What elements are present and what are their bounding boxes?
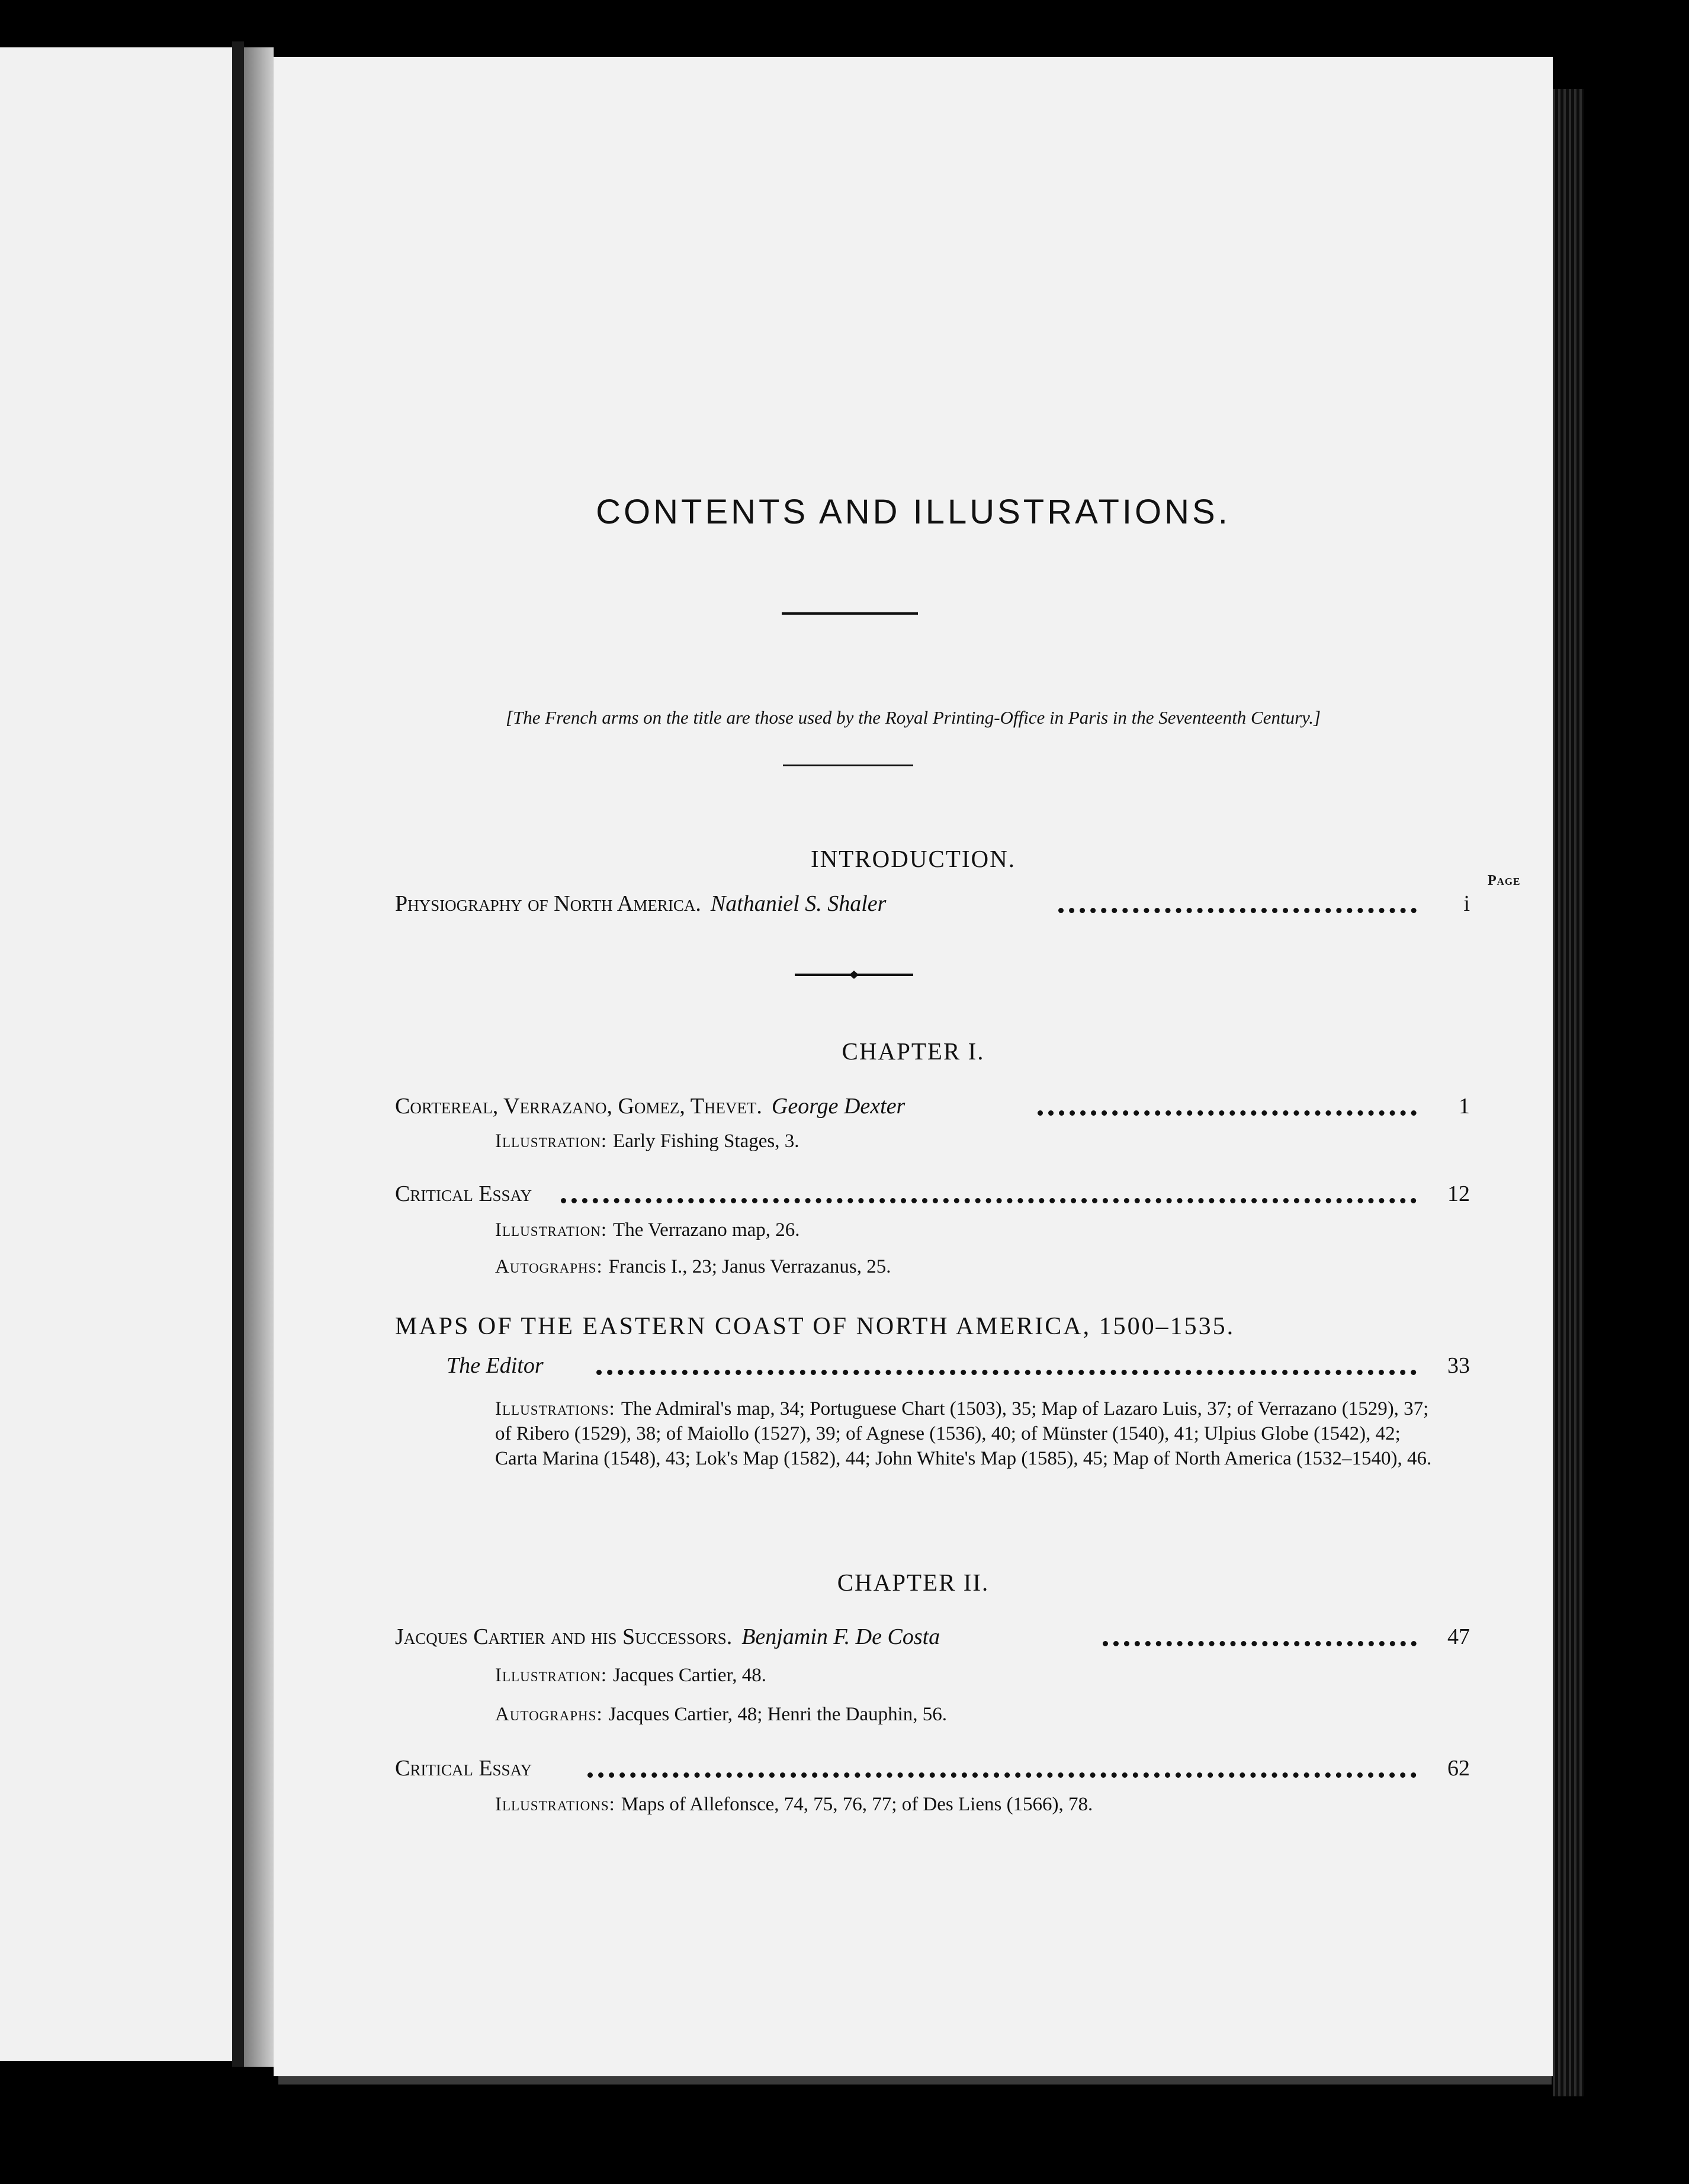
illustration-text: Early Fishing Stages, 3.: [613, 1130, 799, 1152]
entry-title: Cortereal, Verrazano, Gomez, Thevet.: [395, 1094, 762, 1119]
autographs-text: Francis I., 23; Janus Verrazanus, 25.: [608, 1256, 891, 1277]
toc-entry-cortereal[interactable]: [274, 1088, 1553, 1124]
dot-leader: [596, 1370, 1417, 1375]
autographs-text: Jacques Cartier, 48; Henri the Dauphin, 56.: [608, 1704, 948, 1725]
binding-gutter: [232, 41, 244, 2067]
autographs-label: Autographs:: [495, 1704, 603, 1725]
toc-entry-critical-essay-2[interactable]: [274, 1751, 1553, 1786]
book-bottom-edge: [278, 2076, 1552, 2085]
toc-entry-physiography[interactable]: [274, 886, 1553, 921]
ornament-divider: [795, 969, 913, 981]
entry-page: 12: [1447, 1181, 1470, 1206]
illustration-label: Illustration:: [495, 1219, 608, 1241]
dot-leader: [1038, 1110, 1417, 1116]
illustrations-label: Illustrations:: [495, 1794, 615, 1815]
dot-leader: [561, 1198, 1417, 1203]
entry-author: George Dexter: [771, 1094, 905, 1119]
maps-section-title: MAPS OF THE EASTERN COAST OF NORTH AMERICA, 1500–1535.: [395, 1313, 1235, 1340]
entry-author: Nathaniel S. Shaler: [710, 891, 887, 916]
contents-page: [274, 57, 1553, 2076]
illustration-line: [495, 1129, 1446, 1154]
illustration-text: The Verrazano map, 26.: [613, 1219, 800, 1241]
introduction-heading: INTRODUCTION.: [811, 845, 1016, 872]
entry-title: Critical Essay: [395, 1756, 532, 1781]
dot-leader: [1058, 908, 1417, 913]
binding-shadow: [244, 47, 274, 2067]
illustrations-text: Maps of Allefonsce, 74, 75, 76, 77; of Des Liens (1566), 78.: [621, 1794, 1093, 1815]
illustrations-text: The Admiral's map, 34; Portuguese Chart (1503), 35; Map of Lazaro Luis, 37; of Verrazano (1529), 37; of Ribero (1529), 38; of Maiollo (1527), 39; of Agnese (1536), 40; of Münster (1540), 41; Ulpius Globe (1542), 42; Carta Marina (1548), 43; Lok's Map (1582), 44; John White's Map (1585), 45; Map of North America (1532–1540), 46.: [495, 1398, 1432, 1469]
title-rule: [782, 612, 918, 615]
chapter-1-heading: CHAPTER I.: [842, 1038, 985, 1065]
toc-entry-critical-essay-1[interactable]: [274, 1176, 1553, 1212]
illustrations-label: Illustrations:: [495, 1398, 615, 1419]
entry-author: Benjamin F. De Costa: [741, 1624, 940, 1649]
autographs-line: [495, 1254, 1446, 1279]
illustration-text: Jacques Cartier, 48.: [613, 1665, 766, 1686]
entry-title: Jacques Cartier and his Successors.: [395, 1624, 733, 1649]
illustration-label: Illustration:: [495, 1130, 608, 1152]
entry-title: Critical Essay: [395, 1181, 532, 1206]
illustration-line: [495, 1663, 1446, 1688]
entry-page: 47: [1447, 1624, 1470, 1649]
title-note: [The French arms on the title are those used by the Royal Printing-Office in Paris in the Seventeenth Century.]: [505, 707, 1321, 728]
illustrations-line: [495, 1792, 1446, 1817]
toc-entry-maps[interactable]: [274, 1348, 1553, 1383]
facing-page: [0, 47, 232, 2061]
entry-page: 33: [1447, 1353, 1470, 1378]
illustration-line: [495, 1218, 1446, 1242]
entry-author: The Editor: [447, 1353, 544, 1378]
illustration-label: Illustration:: [495, 1665, 608, 1686]
autographs-label: Autographs:: [495, 1256, 603, 1277]
entry-page: 1: [1459, 1094, 1470, 1119]
dot-leader: [1103, 1641, 1417, 1646]
page-title: CONTENTS AND ILLUSTRATIONS.: [596, 493, 1231, 531]
chapter-2-heading: CHAPTER II.: [837, 1569, 990, 1596]
toc-entry-cartier[interactable]: [274, 1619, 1553, 1655]
illustrations-paragraph: [495, 1396, 1446, 1471]
autographs-line: [495, 1702, 1446, 1727]
dot-leader: [587, 1772, 1417, 1778]
note-rule: [783, 765, 913, 766]
entry-title: Physiography of North America.: [395, 891, 701, 916]
book-page-edges: [1553, 89, 1584, 2096]
entry-page: i: [1463, 891, 1470, 916]
entry-page: 62: [1447, 1756, 1470, 1781]
page-column-label: Page: [1488, 873, 1521, 888]
